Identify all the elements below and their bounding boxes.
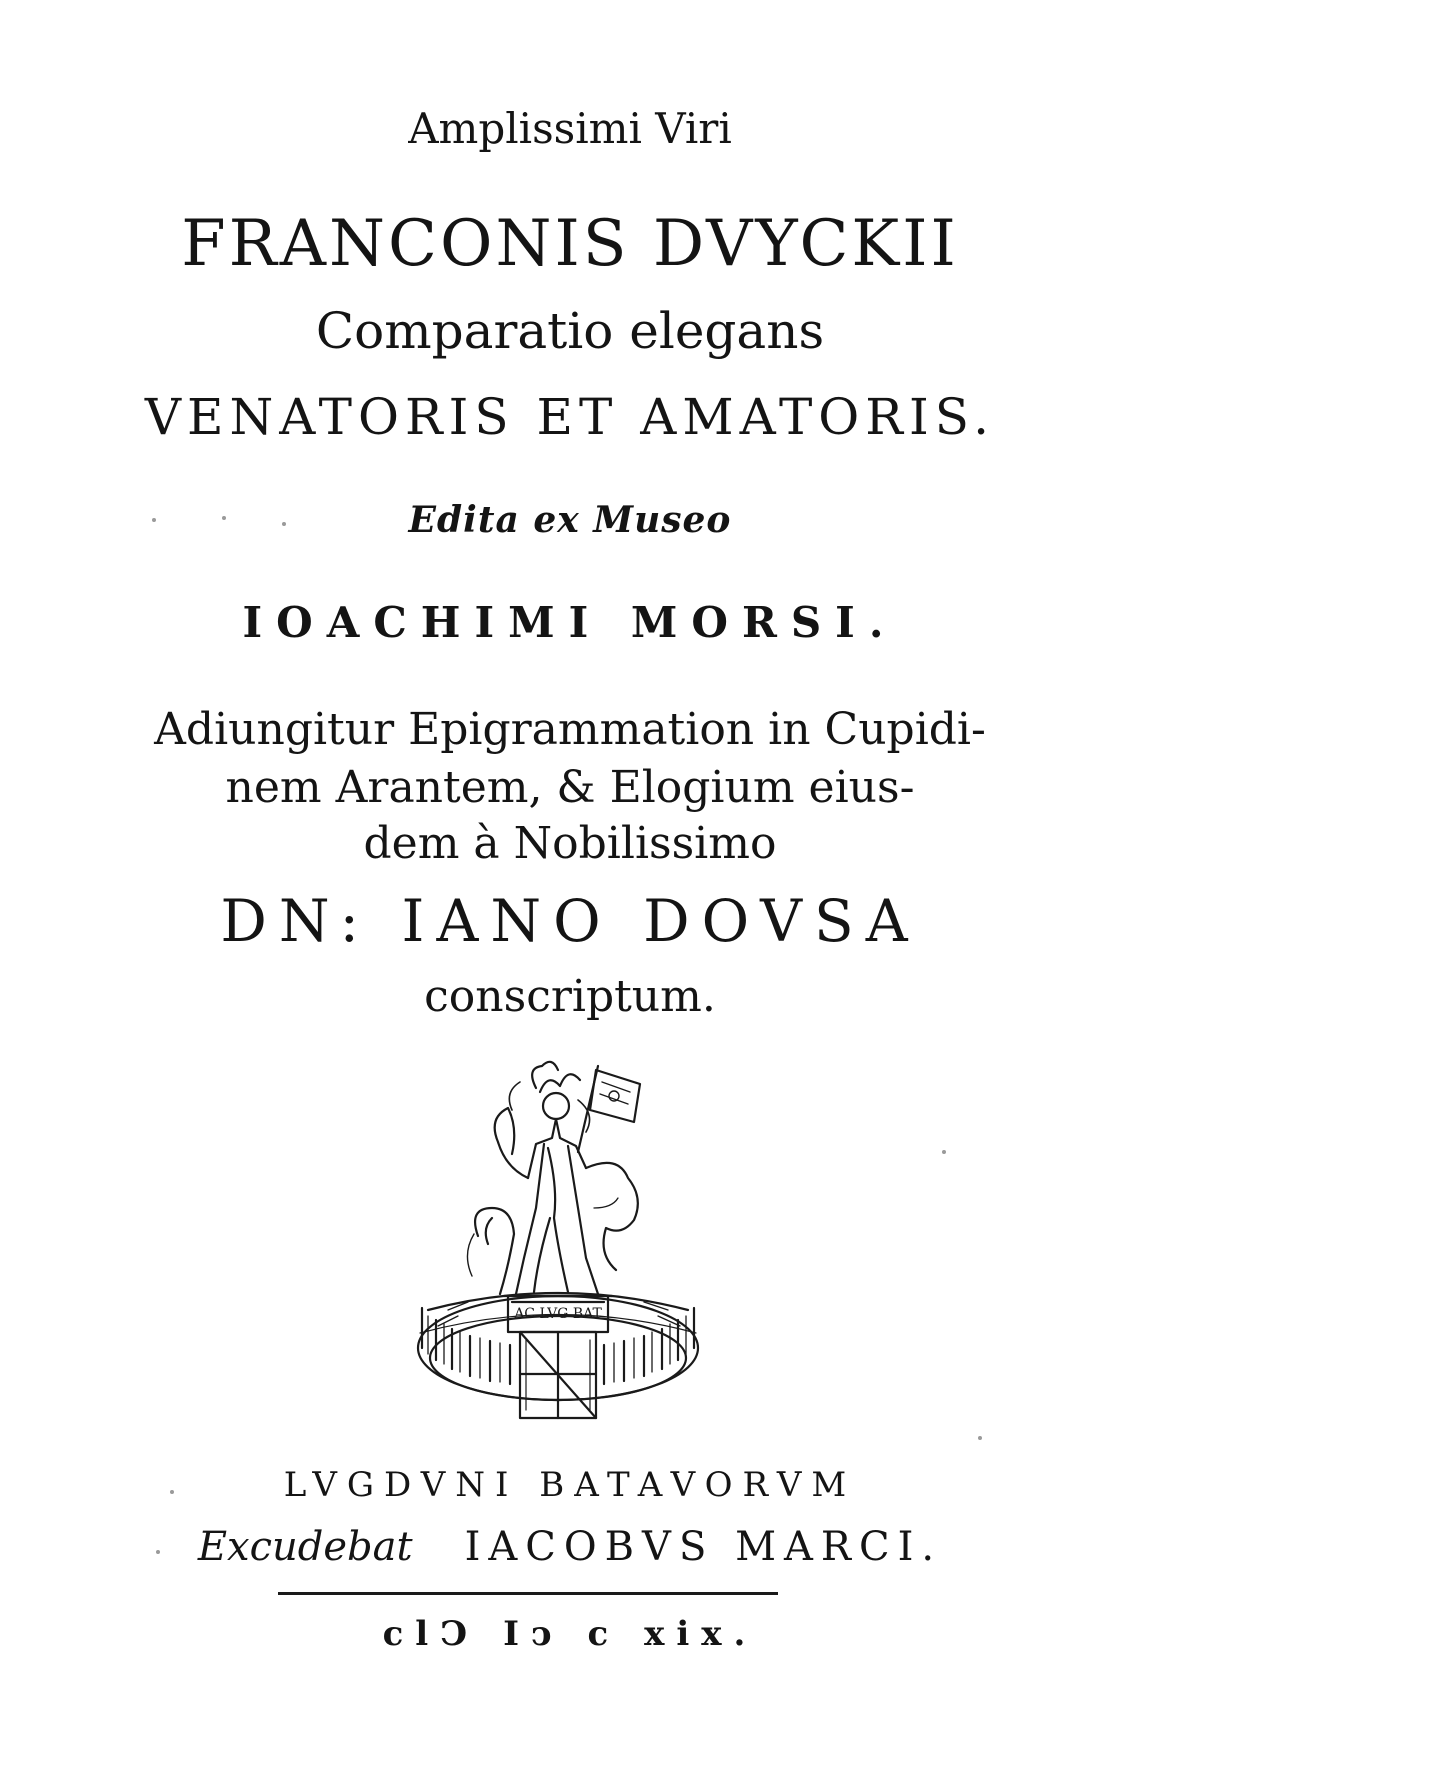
heading-amplissimi: Amplissimi Viri bbox=[408, 104, 732, 153]
adiungitur-line-2: nem Arantem, & Elogium eius- bbox=[225, 762, 915, 813]
paper-speck bbox=[152, 518, 156, 522]
dousa-name: DN: IANO DOVSA bbox=[220, 887, 920, 955]
adiungitur-line-3: dem à Nobilissimo bbox=[363, 818, 777, 869]
paper-speck bbox=[170, 1490, 174, 1494]
conscriptum: conscriptum. bbox=[424, 971, 716, 1022]
paper-speck bbox=[222, 516, 226, 520]
paper-speck bbox=[156, 1550, 160, 1554]
paper-speck bbox=[282, 522, 286, 526]
imprint-printer: IACOBVS MARCI. bbox=[464, 1524, 943, 1570]
printers-device-maiden-in-garden-icon bbox=[408, 1058, 708, 1448]
imprint-place: LVGDVNI BATAVORVM bbox=[283, 1465, 857, 1505]
imprint-date: clↃ Iↄ c xix. bbox=[382, 1614, 758, 1654]
device-banner-text: AC LVG BAT bbox=[514, 1306, 602, 1322]
imprint-rule bbox=[278, 1592, 778, 1595]
work-title-comparatio: Comparatio elegans bbox=[315, 302, 825, 360]
imprint-printer-line bbox=[0, 1524, 1140, 1570]
edita-ex-museo: Edita ex Museo bbox=[408, 499, 732, 541]
editor-name: IOACHIMI MORSI. bbox=[242, 598, 898, 647]
paper-speck bbox=[978, 1436, 982, 1440]
author-name: FRANCONIS DVYCKII bbox=[181, 207, 959, 281]
imprint-excudebat: Excudebat bbox=[197, 1524, 413, 1570]
adiungitur-line-1: Adiungitur Epigrammation in Cupidi- bbox=[154, 704, 986, 755]
paper-speck bbox=[942, 1150, 946, 1154]
work-title-subject: VENATORIS ET AMATORIS. bbox=[144, 388, 996, 446]
